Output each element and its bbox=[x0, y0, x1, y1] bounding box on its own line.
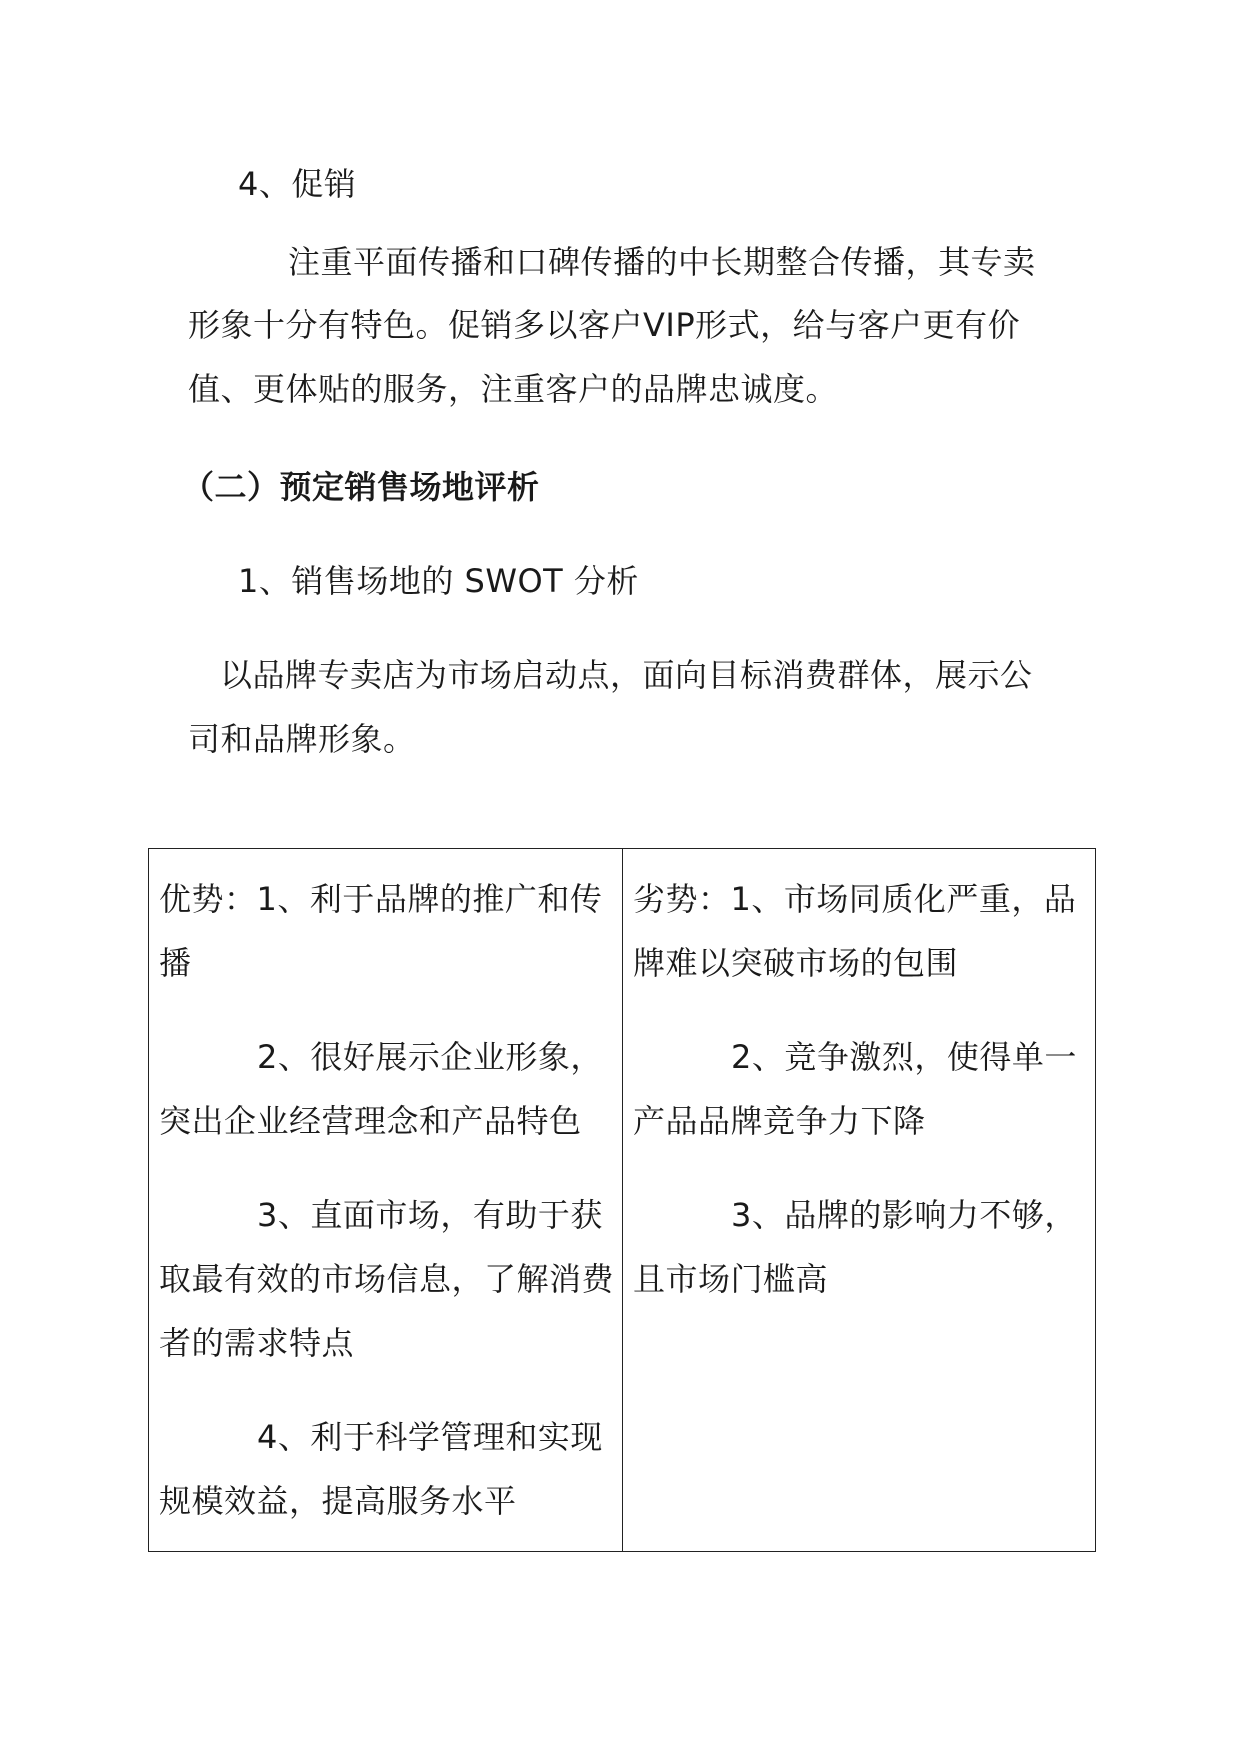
strengths-line: 取最有效的市场信息，了解消费 bbox=[159, 1260, 615, 1298]
weaknesses-line: 劣势：1、市场同质化严重，品 bbox=[633, 880, 1077, 918]
section-paragraph-line-2: 司和品牌形象。 bbox=[188, 720, 416, 758]
strengths-line: 规模效益，提高服务水平 bbox=[159, 1482, 517, 1520]
promo-paragraph-line-2: 形象十分有特色。促销多以客户VIP形式，给与客户更有价 bbox=[188, 306, 1021, 344]
strengths-line: 4、利于科学管理和实现 bbox=[257, 1418, 603, 1456]
weaknesses-line: 且市场门槛高 bbox=[633, 1260, 829, 1298]
strengths-line: 播 bbox=[159, 944, 192, 982]
promo-paragraph-line-3: 值、更体贴的服务，注重客户的品牌忠诚度。 bbox=[188, 370, 839, 408]
strengths-line: 2、很好展示企业形象， bbox=[257, 1038, 603, 1076]
strengths-cell bbox=[149, 849, 623, 1551]
swot-table bbox=[148, 848, 1096, 1552]
strengths-line: 优势：1、利于品牌的推广和传 bbox=[159, 880, 603, 918]
section-heading: （二）预定销售场地评析 bbox=[182, 468, 540, 506]
section-paragraph-line-1: 以品牌专卖店为市场启动点，面向目标消费群体，展示公 bbox=[220, 656, 1033, 694]
weaknesses-line: 2、竞争激烈，使得单一 bbox=[731, 1038, 1077, 1076]
strengths-line: 突出企业经营理念和产品特色 bbox=[159, 1102, 582, 1140]
strengths-line: 3、直面市场，有助于获 bbox=[257, 1196, 603, 1234]
weaknesses-line: 3、品牌的影响力不够， bbox=[731, 1196, 1077, 1234]
strengths-line: 者的需求特点 bbox=[159, 1324, 355, 1362]
weaknesses-cell bbox=[623, 849, 1095, 1551]
weaknesses-line: 牌难以突破市场的包围 bbox=[633, 944, 959, 982]
weaknesses-line: 产品品牌竞争力下降 bbox=[633, 1102, 926, 1140]
swot-sub-heading: 1、销售场地的 SWOT 分析 bbox=[238, 562, 639, 600]
promo-paragraph-line-1: 注重平面传播和口碑传播的中长期整合传播，其专卖 bbox=[288, 243, 1036, 281]
promo-heading: 4、促销 bbox=[238, 165, 357, 203]
